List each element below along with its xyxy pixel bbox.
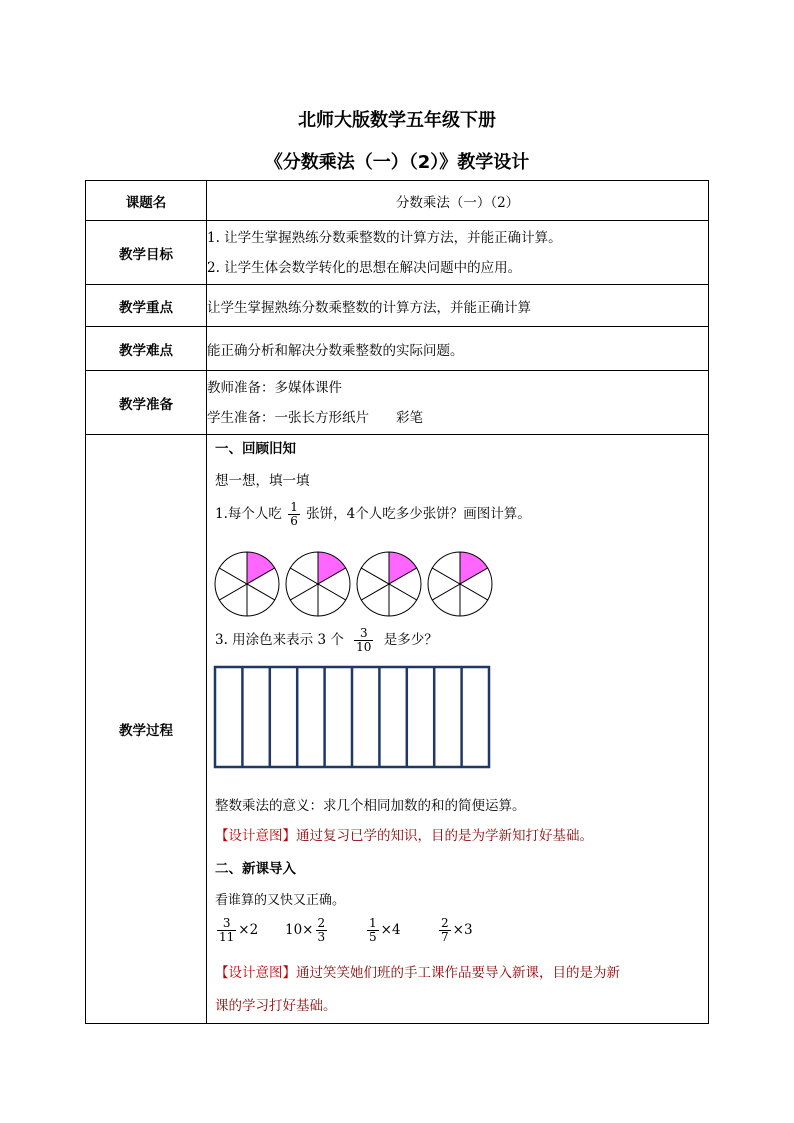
row-prep [86, 371, 709, 435]
prep-student: 学生准备：一张长方形纸片 彩笔 [207, 409, 423, 426]
expr-den: 11 [219, 930, 235, 944]
label-difficulties: 教学难点 [86, 327, 207, 371]
q3-frac-den: 10 [356, 640, 372, 654]
expression-4 [437, 917, 473, 944]
label-process: 教学过程 [86, 435, 207, 1024]
process-content [207, 435, 708, 1023]
section1-intro: 想一想，填一填 [215, 473, 310, 489]
intent1-tag: 【设计意图】 [215, 828, 296, 844]
expr-den: 3 [317, 930, 326, 944]
expr-den: 5 [369, 930, 377, 944]
q3-fraction [354, 627, 373, 654]
section2-intro: 看谁算的又快又正确。 [215, 893, 346, 908]
expr-num: 1 [369, 916, 377, 930]
pie-1 [215, 552, 279, 616]
q1-frac-den: 6 [290, 514, 298, 528]
intent2-text-1: 通过笑笑她们班的手工课作品要导入新课，目的是为新 [296, 965, 620, 981]
design-intent-1 [215, 828, 593, 844]
row-process [86, 435, 709, 1024]
expr-num: 3 [217, 917, 236, 931]
expr-fraction [439, 917, 451, 944]
label-prep: 教学准备 [86, 371, 207, 435]
section2-heading: 二、新课导入 [215, 861, 296, 877]
pie-3 [357, 552, 421, 616]
expr-pre: 10× [285, 922, 314, 938]
expr-post: ×2 [238, 922, 259, 938]
expr-num: 2 [317, 916, 326, 930]
pie-diagrams [213, 549, 499, 619]
q3-frac-num: 3 [354, 627, 373, 641]
q3-post: 是多少？ [383, 632, 438, 648]
goal-item-2: 2. 让学生体会数学转化的思想在解决问题中的应用。 [207, 259, 522, 276]
label-goals: 教学目标 [86, 221, 207, 285]
value-key-points: 让学生掌握熟练分数乘整数的计算方法，并能正确计算 [207, 285, 709, 327]
expr-fraction [316, 917, 328, 944]
doc-title-line1: 北师大版数学五年级下册 [298, 110, 496, 131]
value-process [207, 435, 709, 1024]
intent1-text: 通过复习已学的知识，目的是为学新知打好基础。 [296, 828, 593, 844]
lesson-plan-table [85, 180, 709, 1024]
expr-fraction [217, 917, 236, 944]
row-goals [86, 221, 709, 285]
value-goals [207, 221, 709, 285]
q3-pre: 3. 用涂色来表示 3 个 [215, 632, 344, 648]
value-difficulties: 能正确分析和解决分数乘整数的实际问题。 [207, 327, 709, 371]
expr-post: ×4 [380, 922, 401, 938]
expr-post: ×3 [452, 922, 473, 938]
expression-1 [215, 917, 258, 944]
question-1 [215, 501, 531, 528]
row-key-points [86, 285, 709, 327]
label-topic: 课题名 [86, 181, 207, 221]
intent2-tag: 【设计意图】 [215, 965, 296, 981]
q1-post: 张饼，4个人吃多少张饼？画图计算。 [306, 506, 531, 522]
expr-fraction [367, 917, 379, 944]
label-key-points: 教学重点 [86, 285, 207, 327]
expr-den: 7 [441, 930, 449, 944]
strip-diagram [213, 665, 493, 771]
row-difficulties [86, 327, 709, 371]
design-intent-2 [215, 965, 620, 981]
multiplication-meaning: 整数乘法的意义：求几个相同加数的和的简便运算。 [215, 798, 526, 814]
goal-item-1: 1. 让学生掌握熟练分数乘整数的计算方法，并能正确计算。 [207, 229, 562, 246]
value-topic: 分数乘法（一）（2） [207, 181, 709, 221]
expr-num: 2 [441, 916, 449, 930]
expression-3 [365, 917, 401, 944]
intent2-text-2: 课的学习打好基础。 [215, 998, 337, 1014]
pie-2 [286, 552, 350, 616]
question-3 [215, 627, 438, 654]
value-prep [207, 371, 709, 435]
q1-pre: 1.每个人吃 [215, 506, 282, 522]
q1-frac-num: 1 [290, 500, 298, 514]
pie-4 [428, 552, 492, 616]
doc-title-line2: 《分数乘法（一）（2）》教学设计 [264, 152, 530, 173]
expression-2 [285, 917, 329, 944]
q1-fraction [288, 501, 300, 528]
prep-teacher: 教师准备：多媒体课件 [207, 379, 342, 396]
row-topic [86, 181, 709, 221]
section1-heading: 一、回顾旧知 [215, 441, 296, 457]
